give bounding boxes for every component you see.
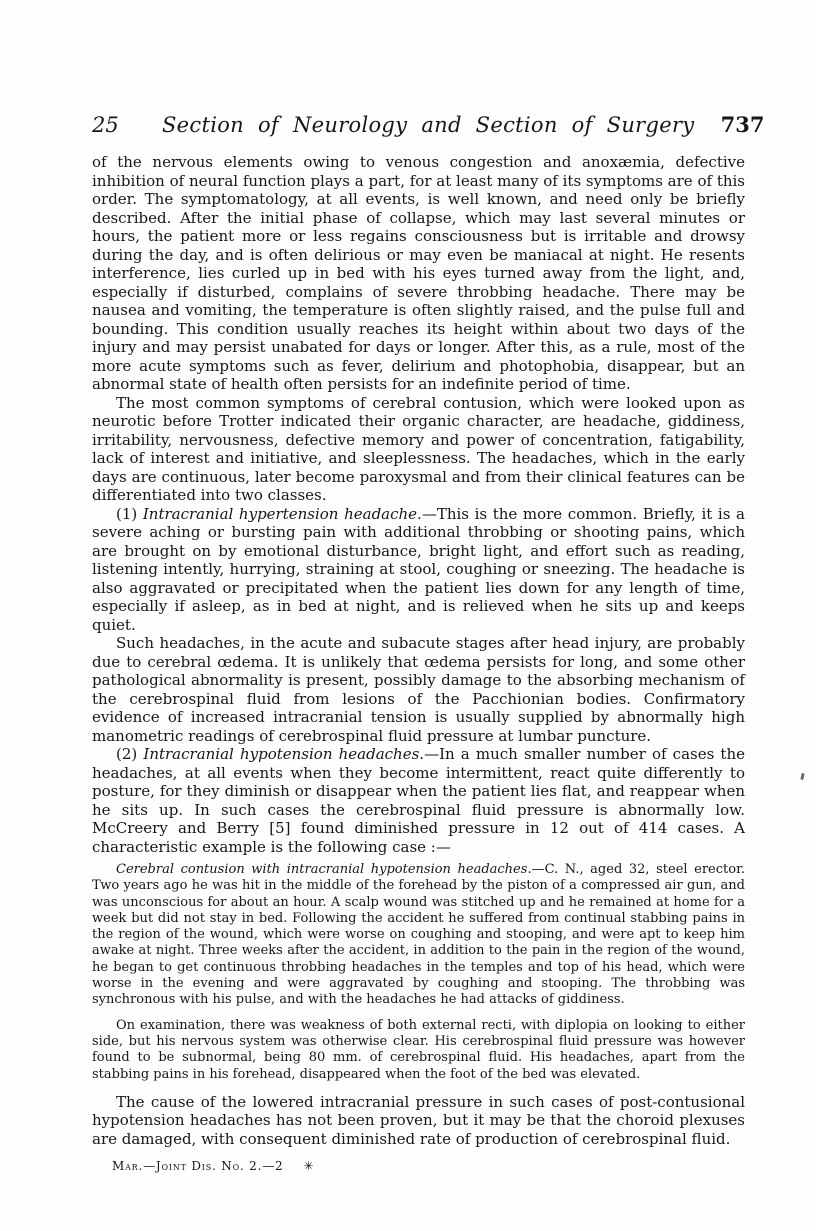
paragraph-text: .—This is the more common. Briefly, it is a severe aching or bursting pain with additional throbbing or shooting pains, which are brought on by emotional disturbance, bright light, and effort such as reading, listening intently, hurrying, straining at stool, coughing or sneezing. The headache is also aggravated or precipitated when the patient lies down for any length of time, especially if asleep, as in bed at night, and is relieved when he sits up and keeps quiet.: [92, 504, 745, 634]
paragraph-text: .—In a much smaller number of cases the headaches, at all events when they become intermittent, react quite differently to posture, for they diminish or disappear when the patient lies flat, and reappear when he sits up. In such cases the cerebrospinal fluid pressure is abnormally low. McCreery and Berry [5] found diminished pressure in 12 out of 414 cases. A characteristic example is the following case :—: [92, 745, 745, 856]
paragraph: [92, 153, 745, 394]
paragraph-text: The cause of the lowered intracranial pressure in such cases of post-contusional hypotension headaches has not been proven, but it may be that the choroid plexuses are damaged, with consequent diminished rate of production of cerebrospinal fluid.: [92, 1092, 745, 1148]
list-marker: (2): [116, 745, 144, 763]
signature-mark: Mar.—Joint Dis. No. 2.—2: [112, 1159, 284, 1174]
italic-lead-in: Cerebral contusion with intracranial hypotension headaches: [116, 862, 528, 877]
right-folio-number: 737: [720, 112, 765, 137]
case-report-paragraph: [92, 862, 745, 1009]
paragraph-text: of the nervous elements owing to venous congestion and anoxæmia, defective inhibition of neural function plays a part, for at least many of its symptoms are of this order. The symptomatology, at all events, is well known, and need only be briefly described. After the initial phase of collapse, which may last several minutes or hours, the patient more or less regains consciousness but is irritable and drowsy during the day, and is often delirious or may even be maniacal at night. He resents interference, lies curled up in bed with his eyes turned away from the light, and, especially if disturbed, complains of severe throbbing headache. There may be nausea and vomiting, the temperature is often slightly raised, and the pulse full and bounding. This condition usually reaches its height within about two days of the injury and may persist unabated for days or longer. After this, as a rule, most of the more acute symptoms such as fever, delirium and photophobia, disappear, but an abnormal state of health often persists for an indefinite period of time.: [92, 153, 745, 393]
paragraph-text: On examination, there was weakness of both external recti, with diplopia on looking to either side, but his nervous system was otherwise clear. His cerebrospinal fluid pressure was however found to be subnormal, being 80 mm. of cerebrospinal fluid. His headaches, apart from the stabbing pains in his forehead, disappeared when the foot of the bed was elevated.: [92, 1017, 745, 1082]
paragraph-text: Such headaches, in the acute and subacute stages after head injury, are probably due to cerebral œdema. It is unlikely that œdema persists for long, and some other pathological abnormality is present, possibly damage to the absorbing mechanism of the cerebrospinal fluid from lesions of the Pacchionian bodies. Confirmatory evidence of increased intracranial tension is usually supplied by abnormally high manometric readings of cerebrospinal fluid pressure at lumbar puncture.: [92, 634, 745, 745]
italic-lead-in: Intracranial hypotension headaches: [143, 745, 420, 763]
paragraph: [92, 745, 745, 856]
list-marker: (1): [116, 504, 143, 523]
paragraph: [92, 634, 745, 745]
case-report-paragraph: [92, 1018, 745, 1083]
scan-speck: [800, 773, 804, 780]
printers-signature-line: [92, 1158, 745, 1174]
paragraph: [92, 394, 745, 505]
left-folio-number: 25: [92, 113, 119, 137]
italic-lead-in: Intracranial hypertension headache: [142, 504, 418, 523]
asterisk-icon: ✳: [303, 1159, 315, 1174]
paragraph-text: The most common symptoms of cerebral contusion, which were looked upon as neurotic before Trotter indicated their organic character, are headache, giddiness, irritability, nervousness, defective memory and power of concentration, fatigability, lack of interest and initiative, and sleeplessness. The headaches, which in the early days are continuous, later become paroxysmal and from their clinical features can be differentiated into two classes.: [92, 393, 745, 504]
paragraph: [92, 505, 745, 635]
paragraph-text: .—C. N., aged 32, steel erector. Two years ago he was hit in the middle of the forehead by the piston of a compressed air gun, and was unconscious for about an hour. A scalp wound was stitched up and he remained at home for a week but did not stay in bed. Following the accident he suffered from continual stabbing pains in the region of the wound, which were worse on coughing and stooping, and were apt to keep him awake at night. Three weeks after the accident, in addition to the pain in the region of the wound, he began to get continuous throbbing headaches in the temples and top of his head, which were worse in the evening and were aggravated by coughing and stooping. The throbbing was synchronous with his pulse, and with the headaches he had attacks of giddiness.: [92, 862, 745, 1008]
paragraph: [92, 1093, 745, 1149]
page-title: Section of Neurology and Section of Surgery: [162, 113, 695, 137]
running-head: [92, 112, 765, 137]
